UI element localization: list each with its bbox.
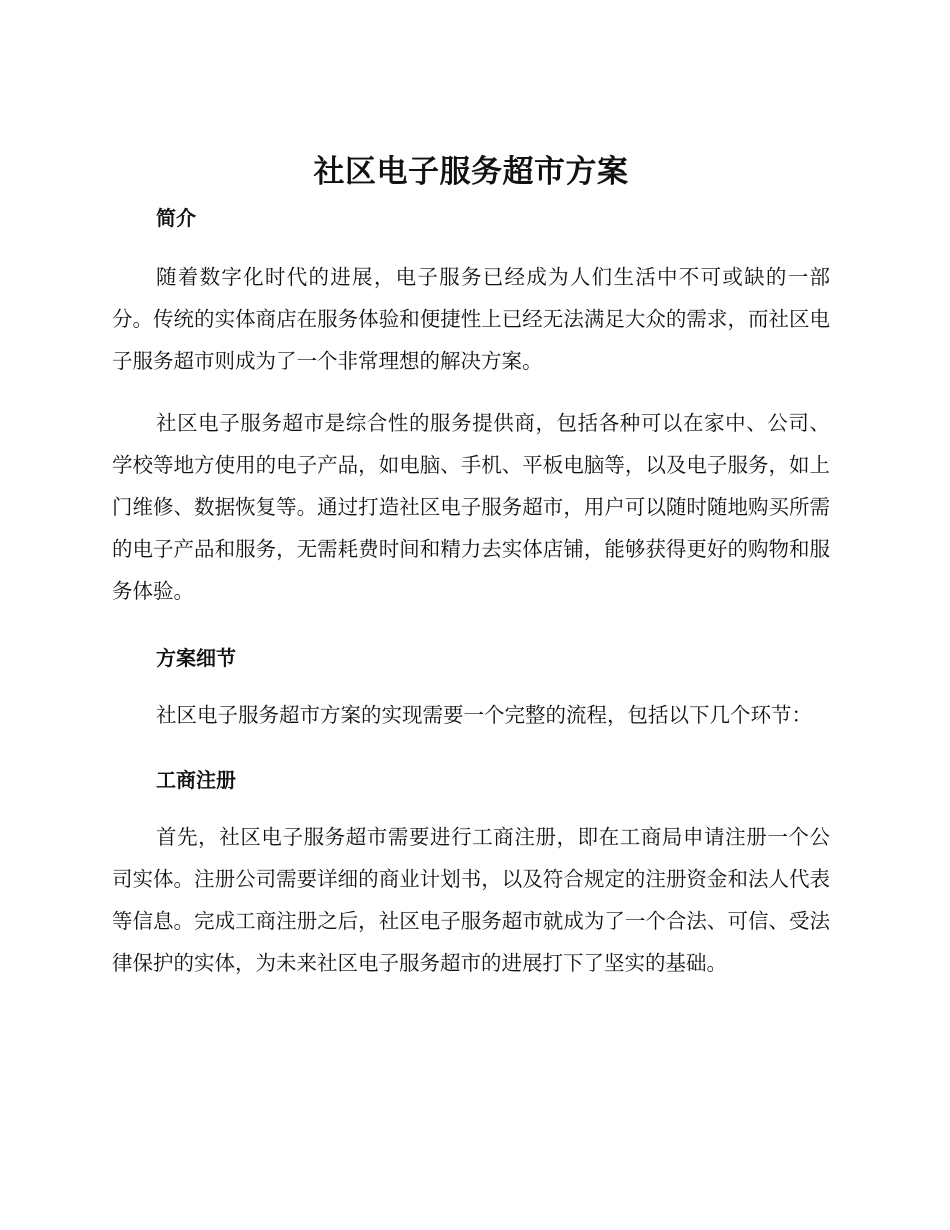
- document-page: [112, 150, 830, 984]
- section-heading-intro: 简介: [156, 206, 196, 230]
- document-title: 社区电子服务超市方案: [313, 154, 629, 190]
- section-heading-registration: 工商注册: [156, 768, 236, 792]
- intro-paragraph-2: 社区电子服务超市是综合性的服务提供商，包括各种可以在家中、公司、学校等地方使用的电子产品，如电脑、手机、平板电脑等，以及电子服务，如上门维修、数据恢复等。通过打造社区电子服务超市，用户可以随时随地购买所需的电子产品和服务，无需耗费时间和精力去实体店铺，能够获得更好的购物和服务体验。: [112, 411, 830, 603]
- details-paragraph-1: 社区电子服务超市方案的实现需要一个完整的流程，包括以下几个环节：: [156, 703, 812, 727]
- section-heading-details: 方案细节: [156, 646, 236, 670]
- registration-paragraph-1: 首先，社区电子服务超市需要进行工商注册，即在工商局申请注册一个公司实体。注册公司需要详细的商业计划书，以及符合规定的注册资金和法人代表等信息。完成工商注册之后，社区电子服务超市就成为了一个合法、可信、受法律保护的实体，为未来社区电子服务超市的进展打下了坚实的基础。: [112, 825, 830, 975]
- intro-paragraph-1: 随着数字化时代的进展，电子服务已经成为人们生活中不可或缺的一部分。传统的实体商店在服务体验和便捷性上已经无法满足大众的需求，而社区电子服务超市则成为了一个非常理想的解决方案。: [112, 265, 830, 373]
